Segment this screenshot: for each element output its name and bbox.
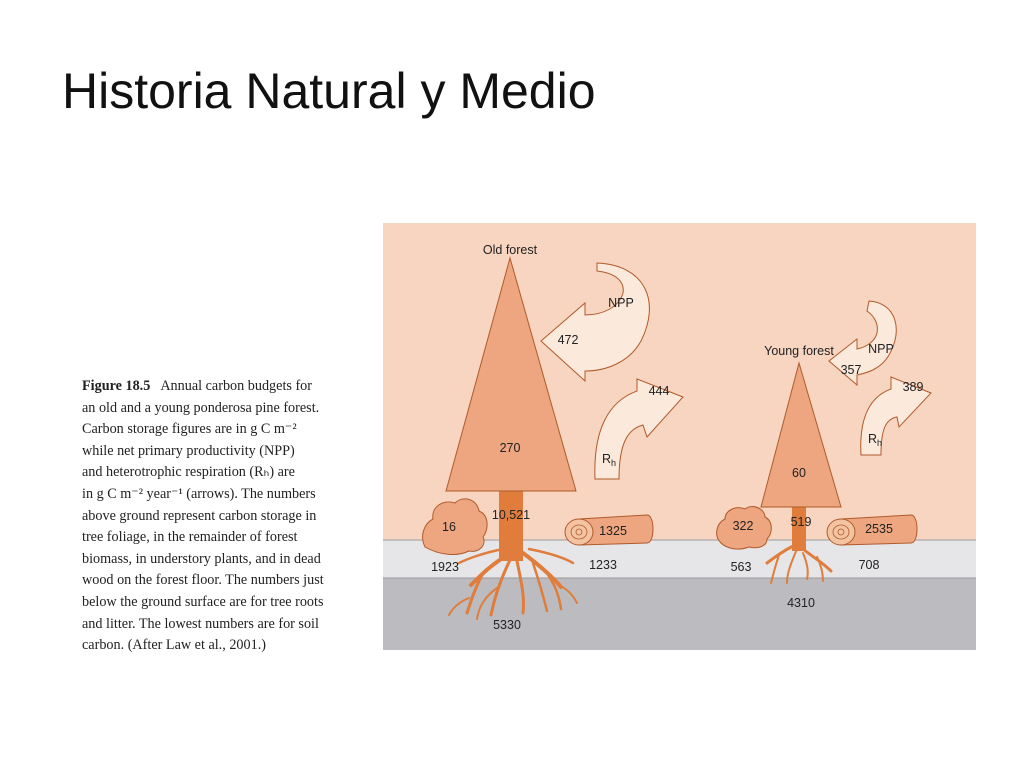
young-forest-roots-value: 563 [730, 560, 752, 574]
caption-line-11: below the ground surface are for tree roots [82, 593, 324, 610]
carbon-budget-diagram [383, 223, 976, 650]
old-forest-litter: 1233 [589, 558, 617, 572]
caption-line-13: carbon. (After Law et al., 2001.) [82, 637, 266, 654]
young-forest-dead-wood: 2535 [865, 522, 893, 536]
caption-line-4: while net primary productivity (NPP) [82, 442, 295, 459]
sky-background [383, 223, 976, 540]
young-forest-npp-label: NPP [868, 342, 894, 356]
young-forest-biomass: 519 [790, 515, 812, 529]
old-forest-npp-label: NPP [608, 296, 634, 310]
caption-line-5: and heterotrophic respiration (Rₕ) are [82, 464, 295, 481]
slide-title: Historia Natural y Medio [62, 63, 596, 119]
caption-line-8: tree foliage, in the remainder of forest [82, 529, 298, 546]
caption-line-6: in g C m⁻² year⁻¹ (arrows). The numbers [82, 485, 316, 502]
young-forest-rh-value: 389 [902, 380, 924, 394]
old-forest-trunk [499, 491, 523, 561]
figure-caption [82, 376, 372, 657]
caption-line-3: Carbon storage figures are in g C m⁻² [82, 421, 297, 438]
caption-line-9: biomass, in understory plants, and in dead [82, 550, 321, 567]
old-forest-foliage: 270 [499, 441, 521, 455]
old-forest-dead-wood: 1325 [599, 524, 627, 538]
young-forest-understory: 322 [732, 519, 754, 533]
caption-line-10: wood on the forest floor. The numbers just [82, 572, 324, 589]
young-forest-rh-sub: h [877, 438, 883, 448]
young-forest-foliage: 60 [792, 466, 806, 480]
young-forest-trunk [792, 507, 806, 551]
caption-line-1: Annual carbon budgets for [160, 378, 312, 394]
young-forest-label: Young forest [764, 344, 834, 358]
young-forest-npp-value: 357 [840, 363, 862, 377]
old-forest-label: Old forest [482, 243, 538, 257]
caption-line-7: above ground represent carbon storage in [82, 507, 317, 524]
young-forest-rh-label: $R_h$ [867, 432, 883, 448]
caption-line-2: an old and a young ponderosa pine forest. [82, 399, 320, 416]
old-forest-rh-sub: h [611, 458, 617, 468]
old-forest-biomass: 10,521 [491, 508, 531, 522]
old-forest-npp-value: 472 [557, 333, 579, 347]
young-forest-litter: 708 [858, 558, 880, 572]
young-forest-soil: 4310 [787, 596, 815, 610]
old-forest-soil: 5330 [493, 618, 521, 632]
figure-label: Figure 18.5 [82, 378, 151, 394]
caption-line-12: and litter. The lowest numbers are for soil [82, 615, 319, 632]
old-forest-understory: 16 [442, 520, 456, 534]
old-forest-roots-value: 1923 [431, 560, 459, 574]
soil-band [383, 578, 976, 650]
old-forest-rh-value: 444 [648, 384, 670, 398]
old-forest-rh-label: $R_h$ [601, 452, 617, 468]
